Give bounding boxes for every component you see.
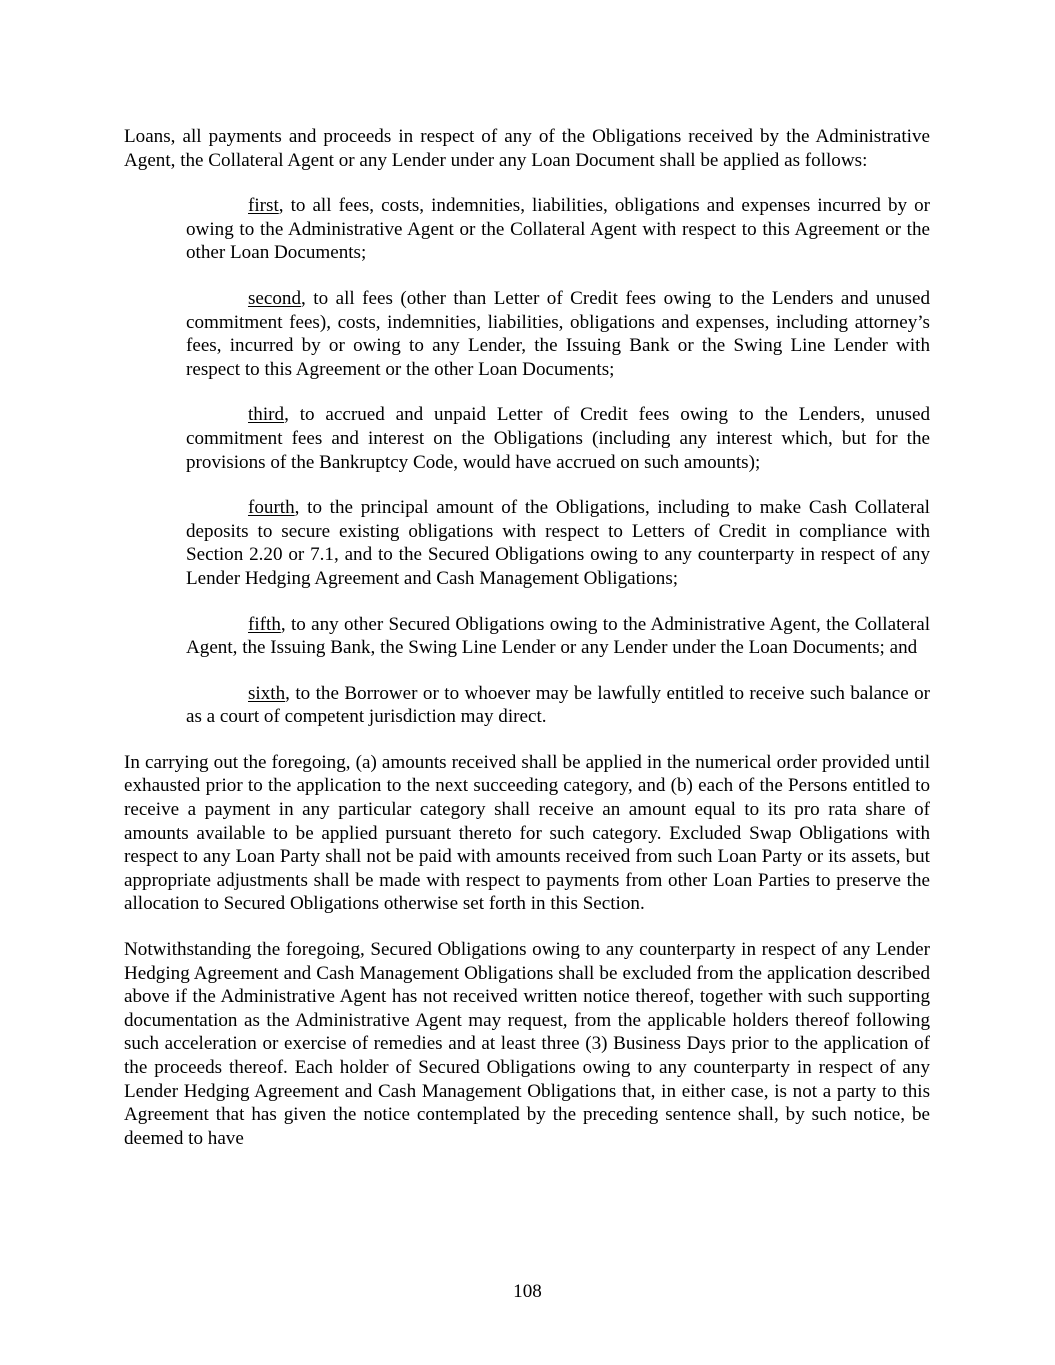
item-text-sixth: , to the Borrower or to whoever may be lawfully entitled to receive such balance or as a court of competent jurisdiction may direct. <box>186 682 930 728</box>
intro-paragraph: Loans, all payments and proceeds in respect of any of the Obligations received by the Administrative Agent, the Collateral Agent or any Lender under any Loan Document shall be applied as follows: <box>124 126 930 171</box>
list-item-fourth <box>186 496 930 590</box>
item-text-first: , to all fees, costs, indemnities, liabilities, obligations and expenses incurred by or owing to the Administrative Agent or the Collateral Agent with respect to this Agreement or the other Loan Documents; <box>186 195 930 264</box>
item-label-fifth: fifth <box>248 613 281 635</box>
page-number: 108 <box>513 1281 542 1302</box>
item-label-first: first <box>248 195 279 217</box>
item-label-second: second <box>248 287 302 309</box>
item-text-third: , to accrued and unpaid Letter of Credit fees owing to the Lenders, unused commitment fees and interest on the Obligations (including any interest which, but for the provisions of the Bankruptcy Code, would have accrued on such amounts); <box>186 404 930 473</box>
document-page <box>124 125 930 1172</box>
item-label-third: third <box>248 404 285 426</box>
list-item-first <box>186 194 930 265</box>
list-item-sixth <box>186 682 930 729</box>
list-item-third <box>186 403 930 474</box>
list-item-fifth <box>186 613 930 660</box>
item-label-sixth: sixth <box>248 682 286 704</box>
item-label-fourth: fourth <box>248 497 295 519</box>
item-text-fifth: , to any other Secured Obligations owing to the Administrative Agent, the Collateral Agent, the Issuing Bank, the Swing Line Lender or any Lender under the Loan Documents; and <box>186 613 930 659</box>
notwithstanding-paragraph: Notwithstanding the foregoing, Secured Obligations owing to any counterparty in respect of any Lender Hedging Agreement and Cash Management Obligations shall be excluded from the application described above if the Administrative Agent has not received written notice thereof, together with such supporting documentation as the Administrative Agent may request, from the applicable holders thereof following such acceleration or exercise of remedies and at least three (3) Business Days prior to the application of the proceeds thereof. Each holder of Secured Obligations owing to any counterparty in respect of any Lender Hedging Agreement and Cash Management Obligations that, in either case, is not a party to this Agreement that has given the notice contemplated by the preceding sentence shall, by such notice, be deemed to have <box>124 939 930 1149</box>
list-item-second <box>186 287 930 381</box>
item-text-fourth: , to the principal amount of the Obligations, including to make Cash Collateral deposits to secure existing obligations with respect to Letters of Credit in compliance with Section 2.20 or 7.1, and to the Secured Obligations owing to any counterparty in respect of any Lender Hedging Agreement and Cash Management Obligations; <box>186 497 930 589</box>
item-text-second: , to all fees (other than Letter of Credit fees owing to the Lenders and unused commitment fees), costs, indemnities, liabilities, obligations and expenses, including attorney’s fees, incurred by or owing to any Lender, the Issuing Bank or the Swing Line Lender with respect to this Agreement or the other Loan Documents; <box>186 287 930 380</box>
allocation-paragraph: In carrying out the foregoing, (a) amounts received shall be applied in the numerical order provided until exhausted prior to the application to the next succeeding category, and (b) each of the Persons entitled to receive a payment in any particular category shall receive an amount equal to its pro rata share of amounts available to be applied pursuant thereto for such category. Excluded Swap Obligations with respect to any Loan Party shall not be paid with amounts received from such Loan Party or its assets, but appropriate adjustments shall be made with respect to payments from other Loan Parties to preserve the allocation to Secured Obligations otherwise set forth in this Section. <box>124 751 930 915</box>
